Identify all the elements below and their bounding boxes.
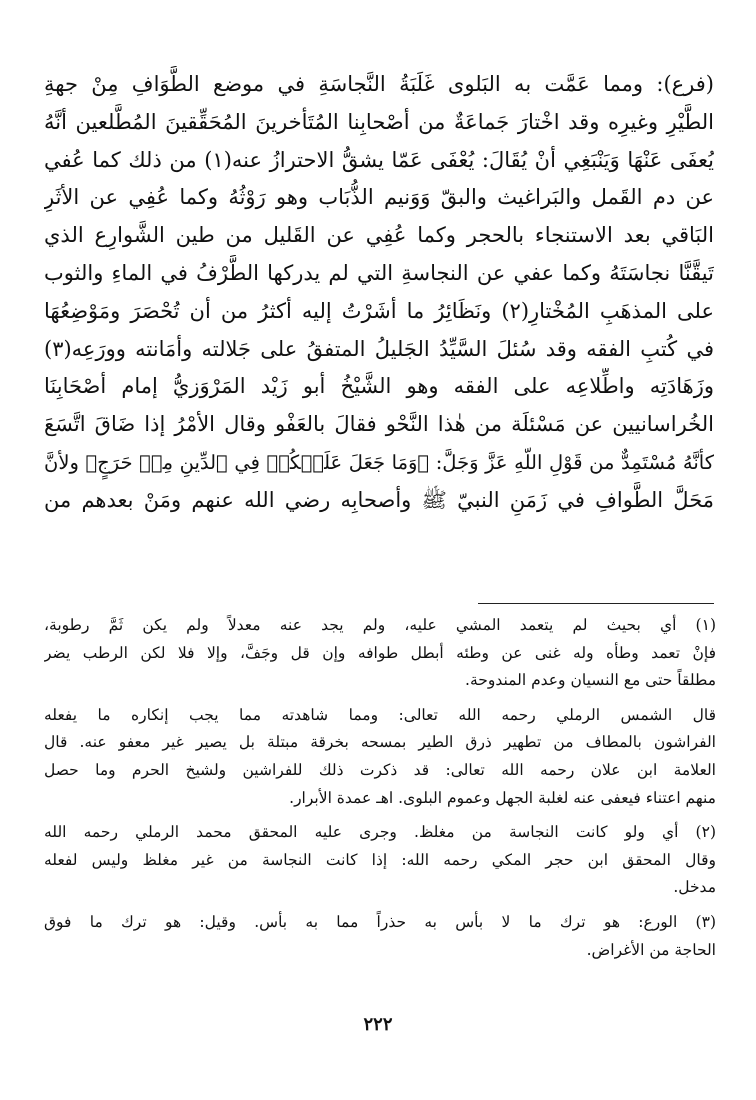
main-text-body — [44, 66, 714, 520]
footnote-line: العلامة ابن علان رحمه الله تعالى: قد ذكرت ذلك للفراشين ولشيخ الحرم وما حصل — [44, 760, 716, 779]
footnote-line: فإنْ تعمد وطأه وله غنى عن وطئه أبطل طوافه وإن قل وجَفَّ، وإلا فلا لكن الرطب يضر — [44, 643, 716, 662]
footnote-2 — [44, 819, 716, 902]
footnote-line: مدخل. — [673, 878, 716, 897]
footnote-line: الفراشون بالمطاف من تطهير ذرق الطير بمسحه بخرقة مبتلة بل يصير غير معفو عنه. قال — [44, 733, 716, 752]
footnote-line: (٣) الورع: هو ترك ما لا بأس به حذراً مما به بأس. وقيل: هو ترك ما فوق — [44, 912, 716, 931]
footnote-line: منهم اعتناء فيعفى عنه لغلبة الجهل وعموم البلوى. اهـ عمدة الأبرار. — [289, 788, 716, 807]
footnotes-section — [44, 612, 716, 971]
footnote-line: (١) أي بحيث لم يتعمد المشي عليه، ولم يجد عنه معدلاً ولم يكن ثَمَّ رطوبة، — [44, 616, 716, 634]
main-text-line: في كُتبِ الفقه وقد سُئلَ السَّيِّدُ الجَليلُ المتفقُ على جَلالته وأمَانته وورَعِه(٣) — [44, 336, 714, 361]
main-text-line: وزَهَادَتِه واطِّلاعِه على الفقه وهو الشَّيْخُ أبو زَيْد المَرْوَزيُّ إمام أصْحَابِنَا — [44, 374, 714, 399]
main-text-line: على المذهَبِ المُخْتارِ(٢) ونَظَائِرُ ما أشَرْتُ إليه أكثرُ من أن تُحْصَرَ ومَوْضِعُهَا — [44, 298, 714, 323]
footnote-line: قال الشمس الرملي رحمه الله تعالى: ومما شاهدته مما يجب إنكاره ما يفعله — [44, 705, 716, 724]
main-text-line: (فرع): ومما عَمَّت به البَلوى غَلَبَةُ النَّجاسَةِ في موضع الطَّوَافِ مِنْ جهةِ — [44, 72, 714, 96]
main-text-line: تَيقَّنَّا نجاسَتَهُ وكما عفي عن النجاسةِ التي لم يدركها الطَّرْفُ في الماءِ والثوب — [44, 260, 714, 285]
main-text-line: يُعفَى عَنْهَا وَيَنْبَغِي أنْ يُقَالَ: يُعْفَى عَمّا يشقُّ الاحترازُ عنه(١) من ذلك كما عُفي — [44, 147, 714, 172]
footnote-line: الحاجة من الأغراض. — [586, 940, 716, 959]
main-text-line: كأنَّهُ مُسْتَمِدٌّ من قَوْلِ اللّهِ عَزَّ وَجَلَّ: ﴿وَمَا جَعَلَ عَلَيۡكُمۡ فِي ٱلدِّينِ مِنۡ حَرَجٍ﴾ ولأنَّ — [44, 450, 714, 474]
main-text-line: الخُراسانيين عن مَسْئلَة من هٰذا النَّحْو فقالَ بالعَفْو وقال الأمْرُ إذا ضَاقَ اتَّسَعَ — [44, 412, 714, 437]
footnote-1 — [44, 612, 716, 695]
footnote-1-commentary — [44, 702, 716, 812]
main-text-line: الطَّيْرِ وغيرِه وقد اخْتارَ جَماعَةٌ من أصْحابِنا المُتَأخرينَ المُحَقِّقينَ المُطَّلعين أنَّهُ — [44, 109, 714, 134]
footnote-line: وقال المحقق ابن حجر المكي رحمه الله: إذا كانت النجاسة من غير مغلظ وليس لفعله — [44, 850, 716, 869]
main-text-line: مَحَلَّ الطَّوافِ في زَمَنِ النبيّ ﷺ وأصحابِه رضي الله عنهم ومَنْ بعدهم من — [44, 487, 714, 512]
footnote-divider — [478, 603, 714, 604]
footnote-3 — [44, 909, 716, 964]
main-text-line: عن دم القَمل والبَراغيث والبقّ وَوَنيم الذُّبَاب وهو رَوْثُهُ وكما عُفِي عن الأثَرِ — [44, 185, 714, 210]
footnote-line: (٢) أي ولو كانت النجاسة من مغلظ. وجرى عليه المحقق محمد الرملي رحمه الله — [44, 823, 716, 842]
page-number: ٢٢٢ — [363, 1014, 393, 1035]
footnote-line: مطلقاً حتى مع النسيان وعدم المندوحة. — [465, 671, 716, 690]
main-text-line: البَاقي بعد الاستنجاء بالحجر وكما عُفِي عن القَليل من طين الشَّوارِع الذي — [44, 223, 714, 248]
